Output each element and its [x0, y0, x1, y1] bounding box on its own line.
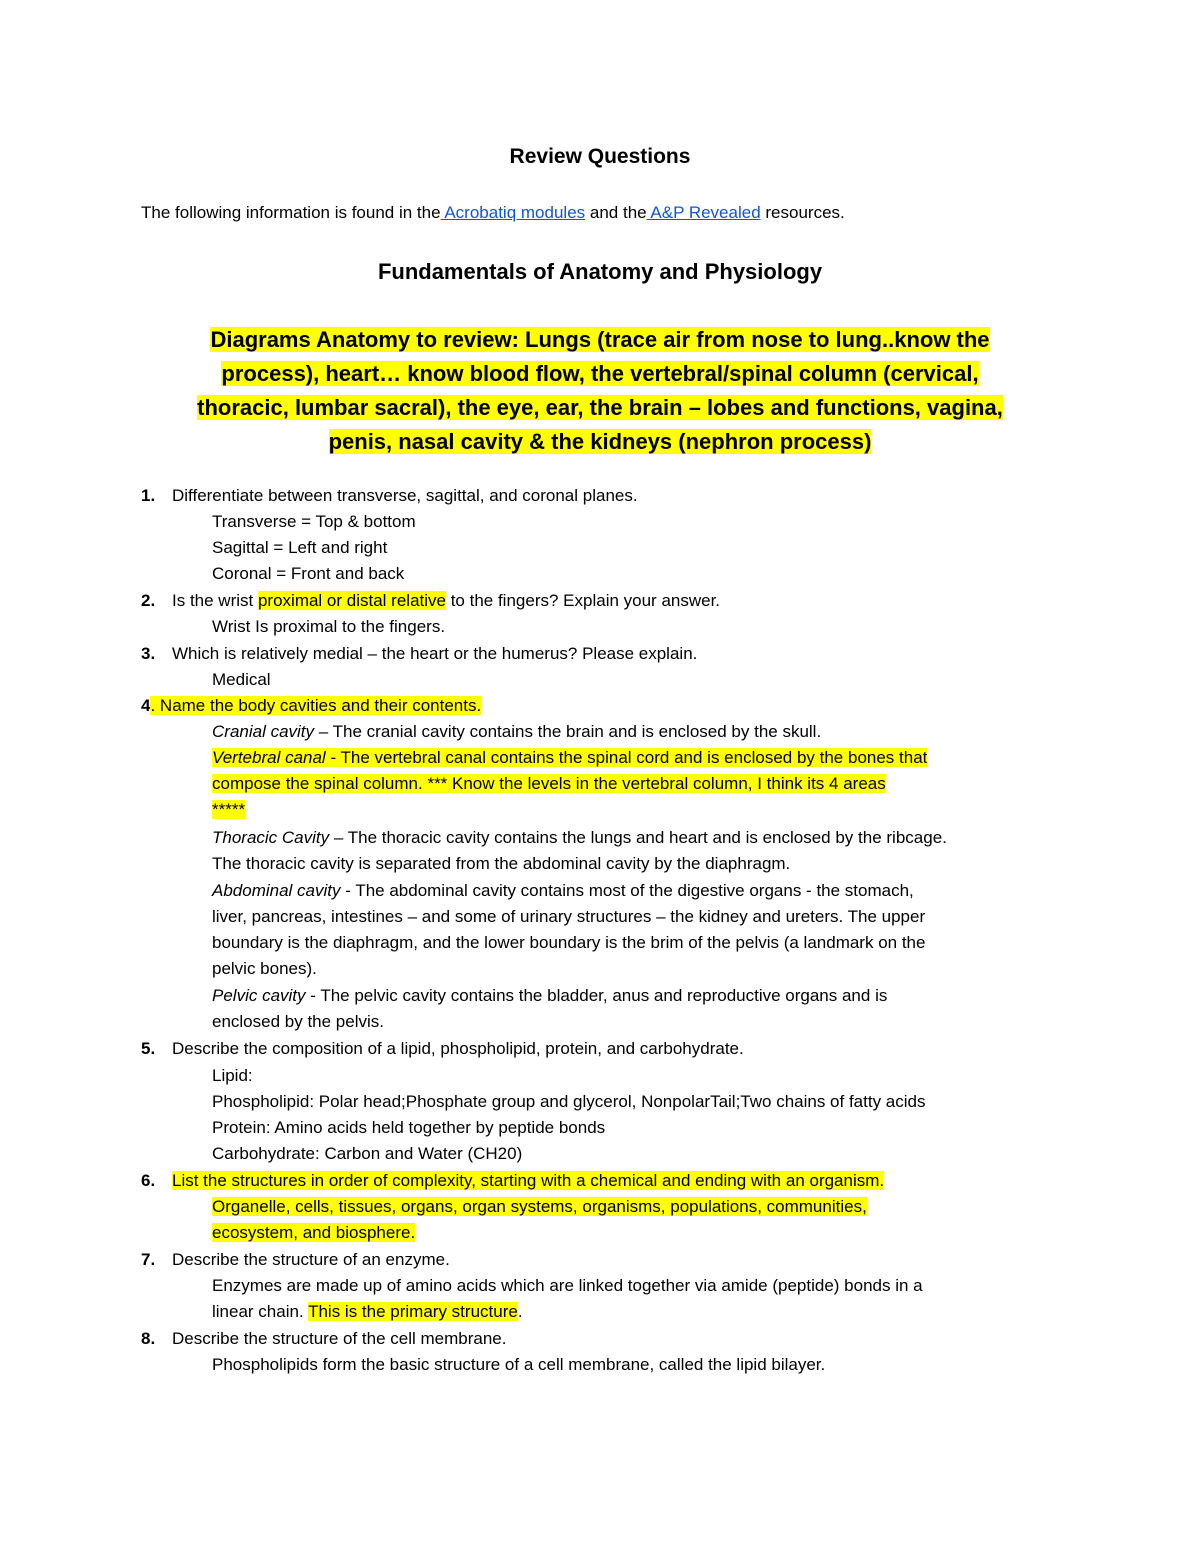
definition: - The abdominal cavity contains most of the digestive organs - the stomach,: [340, 881, 914, 900]
answer-text: .: [517, 1302, 523, 1321]
question-text-highlight: . Name the body cavities and their contents.: [150, 696, 482, 715]
question-number: 2.: [141, 591, 156, 610]
answer-highlight: Organelle, cells, tissues, organs, organ systems, organisms, populations, communities,: [212, 1197, 867, 1216]
answer-line: Lipid:: [212, 1066, 253, 1085]
question-number: 7.: [141, 1250, 156, 1269]
definition: – The cranial cavity contains the brain and is enclosed by the skull.: [314, 722, 822, 741]
answer-line: boundary is the diaphragm, and the lower boundary is the brim of the pelvis (a landmark on the: [212, 933, 926, 952]
intro-prefix: The following information is found in the: [141, 203, 441, 222]
definition: – The thoracic cavity contains the lungs and heart and is enclosed by the ribcage.: [329, 828, 947, 847]
diagrams-line-3: thoracic, lumbar sacral), the eye, ear, the brain – lobes and functions, vagina,: [197, 395, 1003, 420]
diagrams-line-1: Diagrams Anatomy to review: Lungs (trace air from nose to lung..know the: [210, 327, 990, 352]
answer-line: Carbohydrate: Carbon and Water (CH20): [212, 1144, 523, 1163]
question-text: Describe the composition of a lipid, phospholipid, protein, and carbohydrate.: [172, 1039, 744, 1058]
answer-line: Medical: [212, 670, 271, 689]
question-text-highlight: List the structures in order of complexity, starting with a chemical and ending with an organism.: [172, 1171, 885, 1190]
term: Thoracic Cavity: [212, 828, 330, 847]
answer-line: Protein: Amino acids held together by peptide bonds: [212, 1118, 606, 1137]
answer-line: Wrist Is proximal to the fingers.: [212, 617, 446, 636]
question-4: [141, 695, 481, 717]
question-text-pre: Is the wrist: [172, 591, 258, 610]
intro-suffix: resources.: [760, 203, 845, 222]
definition: compose the spinal column. *** Know the levels in the vertebral column, I think its 4 areas: [212, 774, 886, 793]
answer-vertebral-cont: [212, 799, 245, 821]
answer-line: Phospholipids form the basic structure of a cell membrane, called the lipid bilayer.: [212, 1355, 826, 1374]
ap-revealed-link[interactable]: A&P Revealed: [646, 203, 761, 222]
answer-vertebral-cont: [212, 773, 886, 795]
term: Abdominal cavity: [212, 881, 341, 900]
question-text: Describe the structure of an enzyme.: [172, 1250, 450, 1269]
question-number: 3.: [141, 644, 156, 663]
question-number: 5.: [141, 1039, 156, 1058]
question-8: [141, 1328, 506, 1350]
term: Vertebral canal: [212, 748, 326, 767]
answer-line: [212, 1196, 867, 1218]
answer-line: enclosed by the pelvis.: [212, 1012, 384, 1031]
answer-line: [212, 1301, 523, 1323]
acrobatiq-modules-link[interactable]: Acrobatiq modules: [440, 203, 586, 222]
answer-highlight: This is the primary structure: [308, 1302, 518, 1321]
intro-paragraph: [141, 203, 845, 223]
answer-line: Coronal = Front and back: [212, 564, 405, 583]
definition: *****: [212, 800, 246, 819]
answer-cranial: [212, 721, 821, 743]
question-text-highlight: proximal or distal relative: [257, 591, 446, 610]
answer-text: linear chain.: [212, 1302, 309, 1321]
question-2: [141, 590, 720, 612]
answer-line: Enzymes are made up of amino acids which are linked together via amide (peptide) bonds in a: [212, 1276, 923, 1295]
diagrams-line-2: process), heart… know blood flow, the vertebral/spinal column (cervical,: [221, 361, 979, 386]
question-text: Describe the structure of the cell membrane.: [172, 1329, 507, 1348]
answer-line: Transverse = Top & bottom: [212, 512, 416, 531]
question-5: [141, 1038, 744, 1060]
answer-line: The thoracic cavity is separated from the abdominal cavity by the diaphragm.: [212, 854, 791, 873]
answer-thoracic: [212, 827, 947, 849]
question-number: 4: [141, 696, 151, 715]
question-text-post: to the fingers? Explain your answer.: [445, 591, 721, 610]
intro-middle: and the: [585, 203, 647, 222]
term: Cranial cavity: [212, 722, 315, 741]
diagrams-review-note: [150, 323, 1050, 459]
answer-abdominal: [212, 880, 914, 902]
answer-line: Phospholipid: Polar head;Phosphate group and glycerol, NonpolarTail;Two chains of fatty acids: [212, 1092, 926, 1111]
answer-line: [212, 1222, 415, 1244]
answer-line: pelvic bones).: [212, 959, 317, 978]
answer-pelvic: [212, 985, 887, 1007]
answer-highlight: ecosystem, and biosphere.: [212, 1223, 416, 1242]
diagrams-line-4: penis, nasal cavity & the kidneys (nephron process): [328, 429, 872, 454]
question-number: 8.: [141, 1329, 156, 1348]
question-1: [141, 485, 638, 507]
question-7: [141, 1249, 450, 1271]
question-number: 6.: [141, 1171, 156, 1190]
question-3: [141, 643, 697, 665]
question-text: Which is relatively medial – the heart or the humerus? Please explain.: [172, 644, 698, 663]
definition: - The pelvic cavity contains the bladder, anus and reproductive organs and is: [305, 986, 888, 1005]
term: Pelvic cavity: [212, 986, 306, 1005]
question-number: 1.: [141, 486, 156, 505]
answer-line: liver, pancreas, intestines – and some of urinary structures – the kidney and ureters. The upper: [212, 907, 926, 926]
definition: - The vertebral canal contains the spinal cord and is enclosed by the bones that: [325, 748, 928, 767]
page-title: Review Questions: [509, 145, 691, 168]
section-heading: Fundamentals of Anatomy and Physiology: [377, 259, 823, 284]
question-text: Differentiate between transverse, sagittal, and coronal planes.: [172, 486, 638, 505]
answer-vertebral: [212, 747, 927, 769]
answer-line: Sagittal = Left and right: [212, 538, 388, 557]
question-6: [141, 1170, 884, 1192]
